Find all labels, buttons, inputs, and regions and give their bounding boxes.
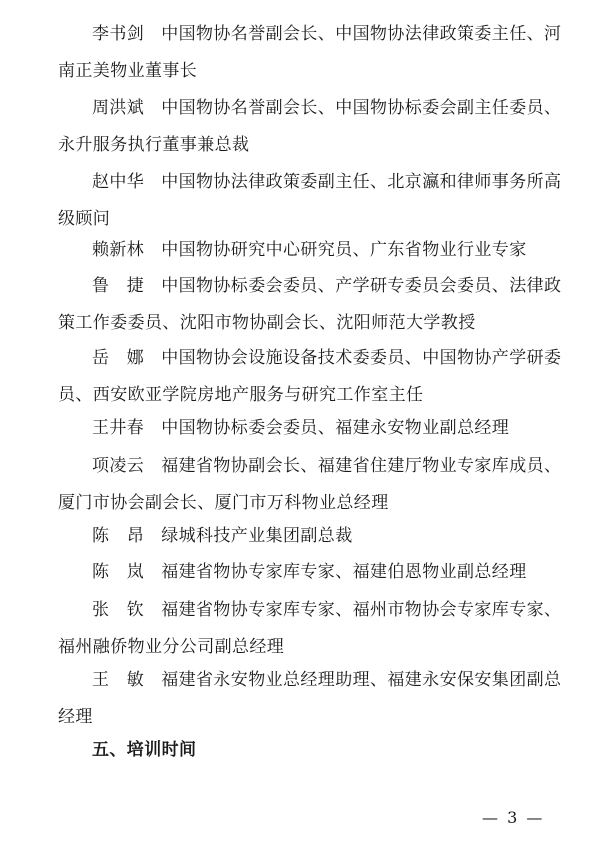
expert-entry [58,410,568,447]
expert-entry [58,232,568,269]
expert-entry [58,518,568,555]
expert-name: 赖新林 [92,240,145,260]
expert-name: 周洪斌 [92,98,145,118]
expert-description: 福建省物协副会长、福建省住建厅物业专家库成员、厦门市协会副会长、厦门市万科物业总经理 [58,456,562,513]
expert-description: 中国物协标委会委员、福建永安物业副总经理 [161,418,510,438]
expert-description: 中国物协名誉副会长、中国物协法律政策委主任、河南正美物业董事长 [58,24,562,81]
expert-description: 中国物协法律政策委副主任、北京瀛和律师事务所高级顾问 [58,172,562,229]
expert-entry [58,662,568,736]
expert-entry [58,90,568,164]
expert-description: 绿城科技产业集团副总裁 [161,526,353,546]
expert-description: 中国物协名誉副会长、中国物协标委会副主任委员、永升服务执行董事兼总裁 [58,98,562,155]
expert-name: 项凌云 [92,456,145,476]
expert-description: 福建省物协专家库专家、福建伯恩物业副总经理 [161,562,527,582]
expert-description: 中国物协研究中心研究员、广东省物业行业专家 [161,240,527,260]
expert-name: 赵中华 [92,172,145,192]
section-heading: 五、培训时间 [92,740,197,760]
expert-name: 岳 娜 [92,348,145,368]
expert-name: 陈 岚 [92,562,145,582]
expert-name: 王 敏 [92,670,145,690]
expert-entry [58,592,568,666]
expert-description: 中国物协标委会委员、产学研专委员会委员、法律政策工作委委员、沈阳市物协副会长、沈阳师范大学教授 [58,276,562,333]
expert-name: 张 钦 [92,600,145,620]
expert-description: 福建省永安物业总经理助理、福建永安保安集团副总经理 [58,670,562,727]
expert-entry [58,16,568,90]
expert-description: 福建省物协专家库专家、福州市物协会专家库专家、福州融侨物业分公司副总经理 [58,600,562,657]
expert-name: 鲁 捷 [92,276,145,296]
expert-entry [58,164,568,238]
expert-name: 陈 昂 [92,526,145,546]
expert-entry [58,340,568,414]
expert-description: 中国物协会设施设备技术委委员、中国物协产学研委员、西安欧亚学院房地产服务与研究工作室主任 [58,348,562,405]
expert-name: 李书剑 [92,24,145,44]
page-number: — 3 — [482,808,545,827]
expert-entry [58,268,568,342]
expert-entry [58,448,568,522]
expert-name: 王井春 [92,418,145,438]
expert-entry [58,554,568,591]
